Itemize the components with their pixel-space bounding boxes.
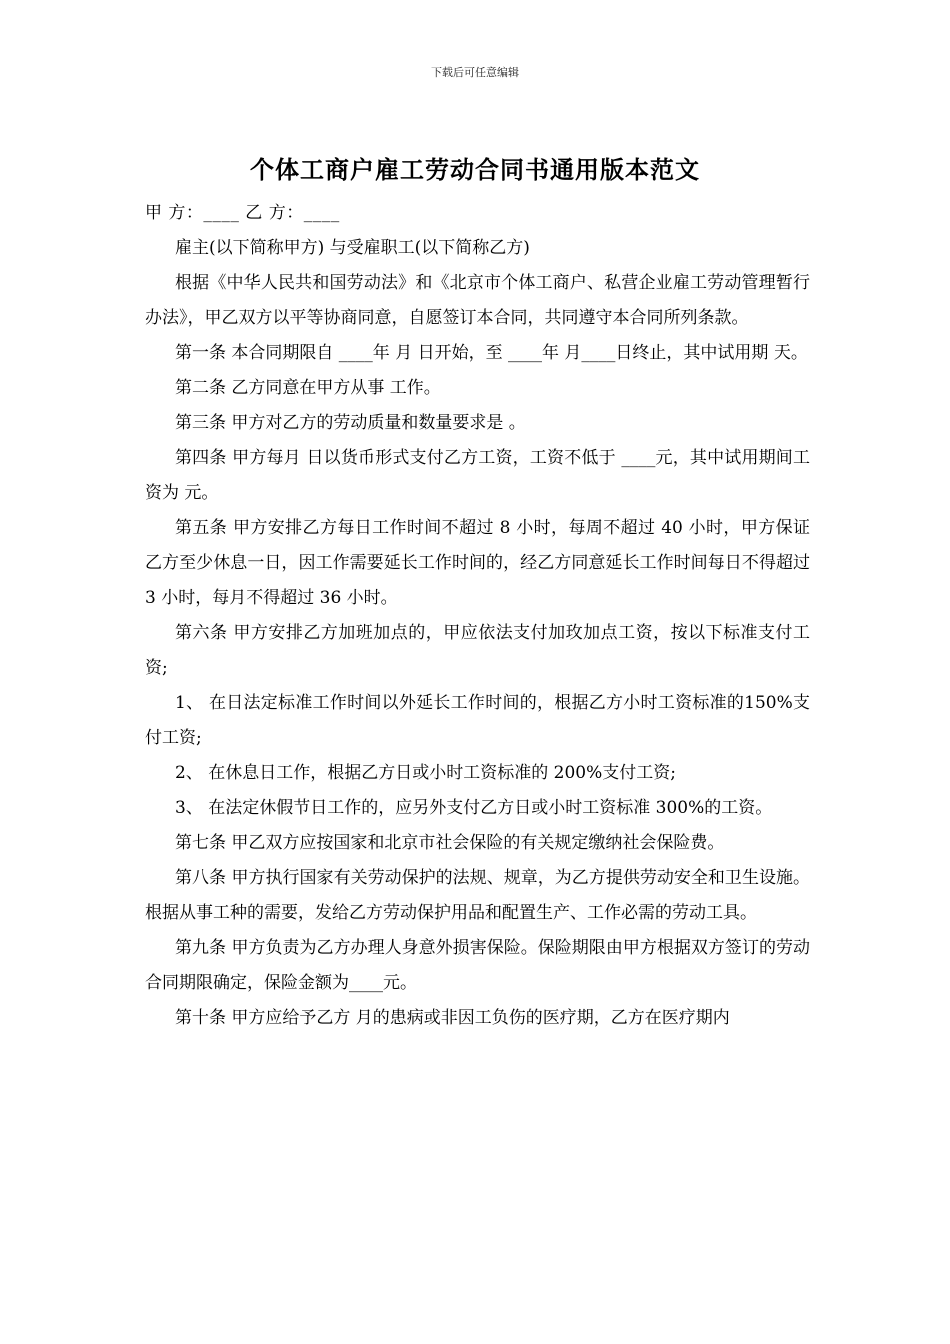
header-note: 下载后可任意编辑 xyxy=(431,66,519,79)
article-7: 第七条 甲乙双方应按国家和北京市社会保险的有关规定缴纳社会保险费。 xyxy=(175,833,725,853)
article-10: 第十条 甲方应给予乙方 月的患病或非因工负伤的医疗期，乙方在医疗期内 xyxy=(175,1008,730,1028)
article-5: 第五条 甲方安排乙方每日工作时间不超过 8 小时，每周不超过 40 小时，甲方保证乙方至少休息一日，因工作需要延长工作时间的，经乙方同意延长工作时间每日不得超过 3 小时，每月不得超过 36 小时。 xyxy=(145,518,810,608)
article-8: 第八条 甲方执行国家有关劳动保护的法规、规章，为乙方提供劳动安全和卫生设施。根据从事工种的需要，发给乙方劳动保护用品和配置生产、工作必需的劳动工具。 xyxy=(145,868,810,923)
article-1: 第一条 本合同期限自 ____年 月 日开始，至 ____年 月____日终止，其中试用期 天。 xyxy=(175,343,808,363)
article-2: 第二条 乙方同意在甲方从事 工作。 xyxy=(175,378,441,398)
article-6-item-3: 3、 在法定休假节日工作的，应另外支付乙方日或小时工资标准 300%的工资。 xyxy=(175,798,773,818)
parties-line: 甲 方：____ 乙 方：____ xyxy=(145,203,340,223)
document-title: 个体工商户雇工劳动合同书通用版本范文 xyxy=(250,155,700,184)
paragraph-basis: 根据《中华人民共和国劳动法》和《北京市个体工商户、私营企业雇工劳动管理暂行办法》，甲乙双方以平等协商同意，自愿签订本合同，共同遵守本合同所列条款。 xyxy=(145,273,810,328)
article-6: 第六条 甲方安排乙方加班加点的，甲应依法支付加玫加点工资，按以下标准支付工资; xyxy=(145,623,810,678)
article-6-item-1: 1、 在日法定标准工作时间以外延长工作时间的，根据乙方小时工资标准的150%支付工资; xyxy=(145,693,810,748)
article-4: 第四条 甲方每月 日以货币形式支付乙方工资，工资不低于 ____元，其中试用期间工资为 元。 xyxy=(145,448,810,503)
article-9: 第九条 甲方负责为乙方办理人身意外损害保险。保险期限由甲方根据双方签订的劳动合同期限确定，保险金额为____元。 xyxy=(145,938,810,993)
article-3: 第三条 甲方对乙方的劳动质量和数量要求是 。 xyxy=(175,413,526,433)
article-6-item-2: 2、 在休息日工作，根据乙方日或小时工资标准的 200%支付工资; xyxy=(175,763,676,783)
paragraph-preamble: 雇主(以下简称甲方) 与受雇职工(以下简称乙方) xyxy=(175,238,530,258)
document-body xyxy=(145,196,810,1036)
